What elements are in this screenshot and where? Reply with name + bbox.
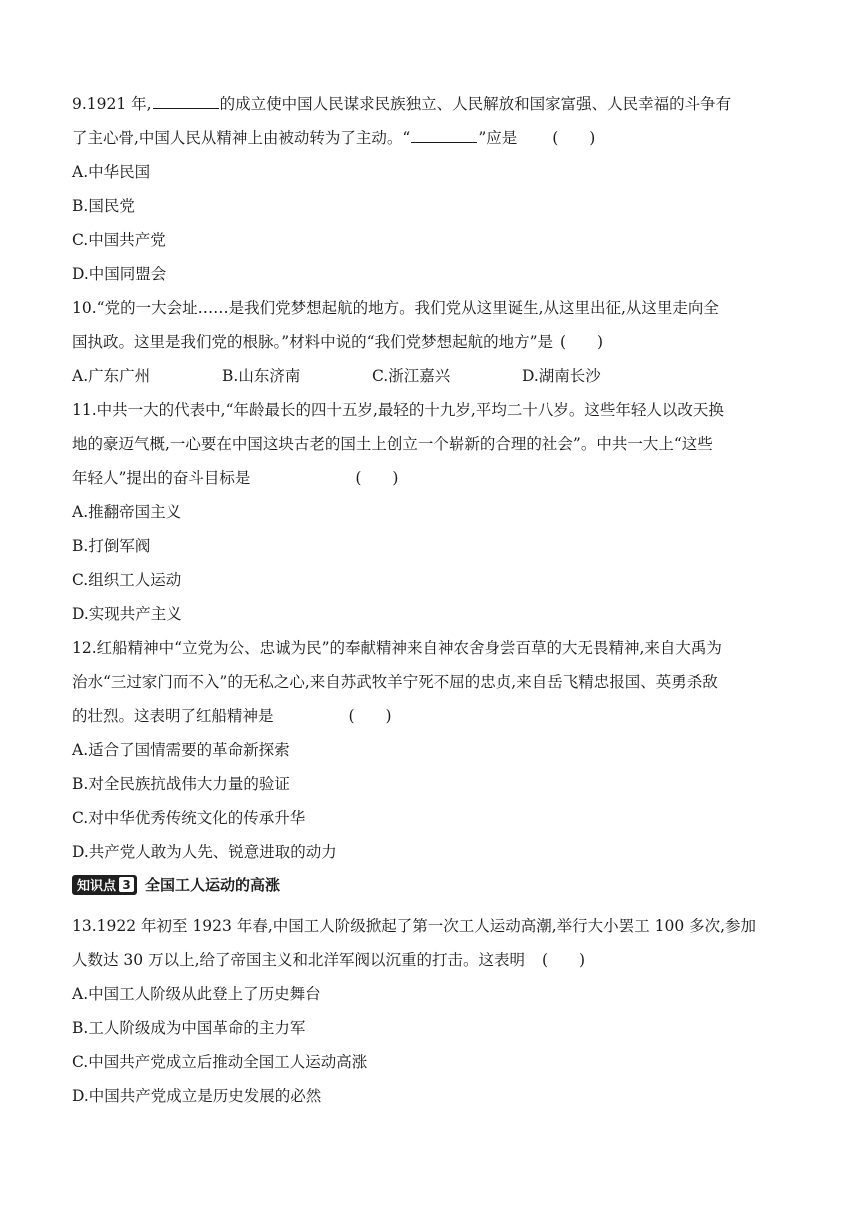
knowledge-point-badge bbox=[72, 875, 137, 895]
answer-bracket: ( ) bbox=[355, 469, 399, 487]
q10-option-c: C.浙江嘉兴 bbox=[372, 367, 451, 385]
q11-option-d: D.实现共产主义 bbox=[72, 605, 182, 623]
q11-stem-part: 年轻人”提出的奋斗目标是 bbox=[72, 469, 251, 487]
q12-line-2: 治水“三过家门而不入”的无私之心,来自苏武牧羊宁死不屈的忠贞,来自岳飞精忠报国、英勇杀敌 bbox=[72, 673, 718, 691]
answer-blank bbox=[411, 128, 477, 143]
answer-bracket: ( ) bbox=[348, 707, 392, 725]
knowledge-point-label: 知识点 bbox=[77, 879, 117, 894]
q9-stem-part: 的成立使中国人民谋求民族独立、人民解放和国家富强、人民幸福的斗争有 bbox=[219, 95, 732, 113]
knowledge-point-heading bbox=[72, 874, 280, 895]
q10-line-1: 10.“党的一大会址……是我们党梦想起航的地方。我们党从这里诞生,从这里出征,从这里走向全 bbox=[72, 299, 719, 317]
q10-option-a: A.广东广州 bbox=[72, 367, 151, 385]
q9-line-1 bbox=[72, 94, 731, 114]
q13-option-b: B.工人阶级成为中国革命的主力军 bbox=[72, 1019, 306, 1037]
q10-options-row bbox=[72, 366, 601, 386]
q13-stem-part: 人数达 30 万以上,给了帝国主义和北洋军阀以沉重的打击。这表明 bbox=[72, 951, 526, 969]
answer-bracket: ( ) bbox=[541, 951, 586, 969]
q9-option-c: C.中国共产党 bbox=[72, 231, 166, 249]
knowledge-point-title: 全国工人运动的高涨 bbox=[145, 876, 281, 894]
q12-line-1: 12.红船精神中“立党为公、忠诚为民”的奉献精神来自神农舍身尝百草的大无畏精神,来自大禹为 bbox=[72, 639, 722, 657]
q11-line-1: 11.中共一大的代表中,“年龄最长的四十五岁,最轻的十九岁,平均二十八岁。这些年轻人以改天换 bbox=[72, 401, 724, 419]
q13-line-1: 13.1922 年初至 1923 年春,中国工人阶级掀起了第一次工人运动高潮,举行大小罢工 100 多次,参加 bbox=[72, 917, 757, 935]
q12-option-c: C.对中华优秀传统文化的传承升华 bbox=[72, 809, 306, 827]
q9-option-a: A.中华民国 bbox=[72, 163, 151, 181]
q11-option-c: C.组织工人运动 bbox=[72, 571, 182, 589]
knowledge-point-number: 3 bbox=[119, 877, 134, 892]
q12-option-d: D.共产党人敢为人先、锐意进取的动力 bbox=[72, 843, 337, 861]
q11-line-3 bbox=[72, 468, 398, 488]
q13-line-2 bbox=[72, 950, 585, 970]
q12-stem-part: 的壮烈。这表明了红船精神是 bbox=[72, 707, 274, 725]
answer-blank bbox=[153, 94, 219, 109]
answer-bracket: ( ) bbox=[559, 333, 604, 351]
q12-option-b: B.对全民族抗战伟大力量的验证 bbox=[72, 775, 290, 793]
q9-line-2 bbox=[72, 128, 595, 148]
q13-option-d: D.中国共产党成立是历史发展的必然 bbox=[72, 1087, 322, 1105]
q9-stem-part: 9.1921 年, bbox=[72, 95, 152, 113]
q9-stem-part: ”应是 bbox=[478, 129, 518, 147]
q10-line-2 bbox=[72, 332, 603, 352]
q10-option-d: D.湖南长沙 bbox=[522, 367, 601, 385]
q12-line-3 bbox=[72, 706, 392, 726]
q12-option-a: A.适合了国情需要的革命新探索 bbox=[72, 741, 290, 759]
q13-option-a: A.中国工人阶级从此登上了历史舞台 bbox=[72, 985, 321, 1003]
q9-option-d: D.中国同盟会 bbox=[72, 265, 167, 283]
q9-stem-part: 了主心骨,中国人民从精神上由被动转为了主动。“ bbox=[72, 129, 411, 147]
q11-option-b: B.打倒军阀 bbox=[72, 537, 151, 555]
q11-line-2: 地的豪迈气概,一心要在中国这块古老的国土上创立一个崭新的合理的社会”。中共一大上“这些 bbox=[72, 435, 713, 453]
answer-bracket: ( ) bbox=[552, 129, 596, 147]
q11-option-a: A.推翻帝国主义 bbox=[72, 503, 182, 521]
q13-option-c: C.中国共产党成立后推动全国工人运动高涨 bbox=[72, 1053, 368, 1071]
q10-stem-part: 国执政。这里是我们党的根脉。”材料中说的“我们党梦想起航的地方”是 bbox=[72, 333, 554, 351]
q9-option-b: B.国民党 bbox=[72, 197, 135, 215]
q10-option-b: B.山东济南 bbox=[222, 367, 301, 385]
